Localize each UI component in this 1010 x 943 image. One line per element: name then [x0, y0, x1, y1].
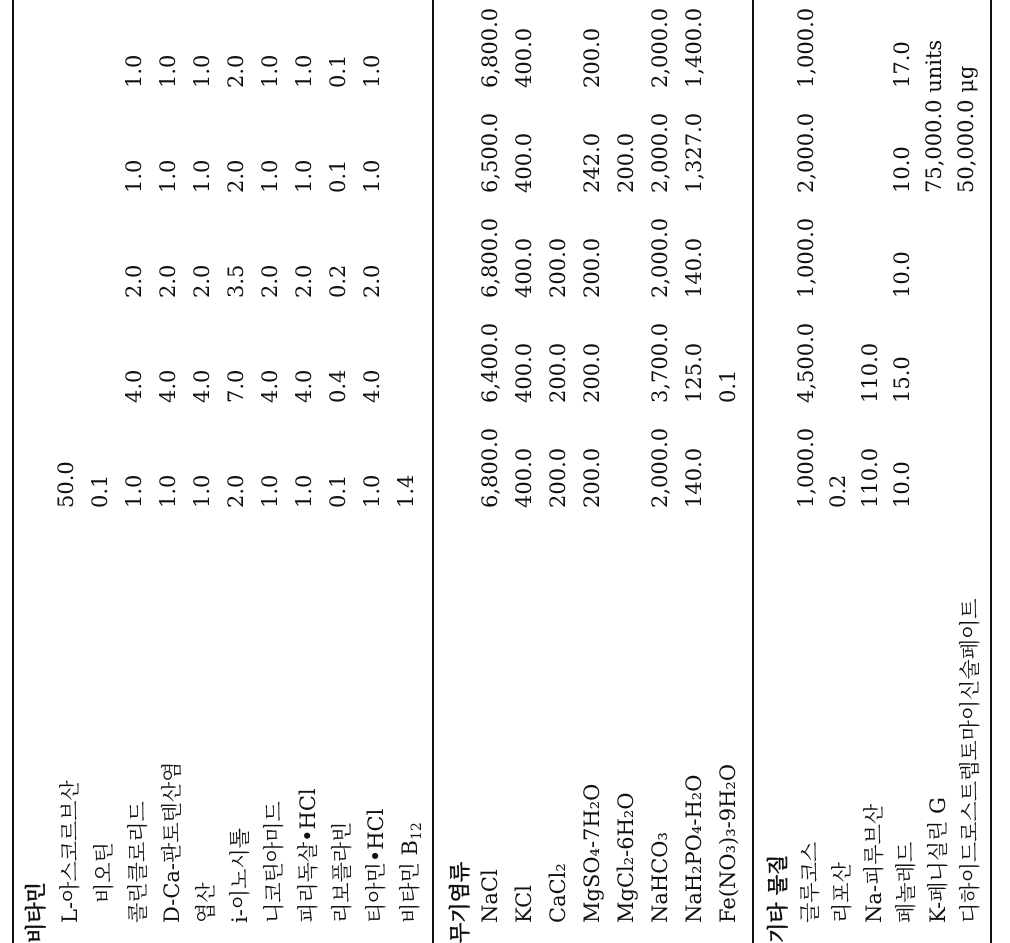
- cell: 242.0: [580, 132, 604, 193]
- cell: 1.0: [292, 54, 316, 88]
- row-label: MgSO₄-7H₂O: [580, 783, 604, 923]
- table-row: [288, 0, 324, 943]
- table-row: [854, 0, 890, 943]
- table-row: [254, 0, 290, 943]
- table-row: [644, 0, 680, 943]
- row-label: 리보플라빈: [330, 821, 354, 923]
- cell: 2.0: [190, 264, 214, 298]
- cell: 140.0: [682, 237, 706, 298]
- cell: 2.0: [224, 159, 248, 193]
- cell: 2.0: [224, 474, 248, 508]
- cell: 2.0: [292, 264, 316, 298]
- cell: 6,400.0: [478, 322, 502, 403]
- table-row: [918, 0, 954, 943]
- row-label: MgCl₂-6H₂O: [614, 792, 638, 923]
- cell: 140.0: [682, 447, 706, 508]
- section-rule: [432, 0, 434, 943]
- cell: 200.0: [614, 132, 638, 193]
- row-label: i-이노시톨: [228, 828, 252, 923]
- cell: 200.0: [580, 342, 604, 403]
- cell: 0.2: [826, 474, 850, 508]
- cell: 1.0: [156, 159, 180, 193]
- table-row: [220, 0, 256, 943]
- label-text: 비타민 B: [398, 840, 422, 923]
- cell: 200.0: [580, 447, 604, 508]
- row-label: NaCl: [478, 869, 502, 923]
- cell: 17.0: [890, 41, 914, 88]
- section-heading-vitamins: [16, 0, 52, 943]
- cell: 400.0: [512, 237, 536, 298]
- cell: 1,000.0: [794, 7, 818, 88]
- cell: 2.0: [360, 264, 384, 298]
- cell: 15.0: [890, 356, 914, 403]
- cell: 3,700.0: [648, 322, 672, 403]
- cell: 110.0: [858, 342, 882, 403]
- cell: 1.0: [360, 474, 384, 508]
- row-label: NaHCO₃: [648, 832, 672, 923]
- table-row: [542, 0, 578, 943]
- cell: 1.0: [156, 54, 180, 88]
- cell: 1.0: [156, 474, 180, 508]
- cell: 4.0: [190, 369, 214, 403]
- row-label: KCl: [512, 885, 536, 923]
- row-label: NaH₂PO₄-H₂O: [682, 774, 706, 923]
- row-label: 니코틴아미드: [262, 801, 286, 923]
- cell: 1.0: [190, 54, 214, 88]
- table-row: [610, 0, 646, 943]
- cell: 110.0: [858, 447, 882, 508]
- cell: 0.1: [716, 369, 740, 403]
- cell: 4.0: [258, 369, 282, 403]
- table-row: [50, 0, 86, 943]
- cell: 4.0: [360, 369, 384, 403]
- cell: 1.0: [360, 54, 384, 88]
- table-row: [950, 0, 986, 943]
- cell: 1.0: [258, 474, 282, 508]
- cell: 400.0: [512, 342, 536, 403]
- row-label: L-아스코르브산: [58, 780, 82, 923]
- cell: 125.0: [682, 342, 706, 403]
- row-label: 페놀레드: [894, 841, 918, 923]
- cell: 2.0: [258, 264, 282, 298]
- row-label: Fe(NO₃)₃-9H₂O: [716, 763, 740, 923]
- cell: 1.0: [258, 159, 282, 193]
- cell: 2,000.0: [648, 217, 672, 298]
- cell: 400.0: [512, 27, 536, 88]
- cell: 400.0: [512, 132, 536, 193]
- row-label: [394, 822, 424, 923]
- section-title: 기타 물질: [765, 854, 790, 943]
- cell: 1,000.0: [794, 427, 818, 508]
- row-label: 디하이드로스트렙토마이신술페이트: [958, 598, 982, 923]
- label-subscript: 12: [409, 822, 425, 841]
- cell: 1.4: [394, 474, 418, 508]
- cell: 0.2: [326, 264, 350, 298]
- table-row: [186, 0, 222, 943]
- row-label: K-페니실린 G: [926, 797, 950, 923]
- cell: 1.0: [122, 474, 146, 508]
- cell: 1.0: [190, 159, 214, 193]
- cell: 200.0: [546, 447, 570, 508]
- table-row: [474, 0, 510, 943]
- cell: 7.0: [224, 369, 248, 403]
- table-row: [84, 0, 120, 943]
- section-heading-others: [758, 0, 794, 943]
- cell: 1,400.0: [682, 7, 706, 88]
- cell: 2.0: [156, 264, 180, 298]
- cell: 6,800.0: [478, 427, 502, 508]
- cell: 0.1: [326, 54, 350, 88]
- cell: 200.0: [580, 27, 604, 88]
- cell: 0.1: [326, 159, 350, 193]
- cell: 1.0: [292, 474, 316, 508]
- top-rule: [12, 0, 14, 943]
- table-row: [678, 0, 714, 943]
- cell: 2,000.0: [794, 112, 818, 193]
- table-row: [790, 0, 826, 943]
- cell: 4,500.0: [794, 322, 818, 403]
- cell: 2.0: [224, 54, 248, 88]
- table-row: [356, 0, 392, 943]
- cell: 1.0: [292, 159, 316, 193]
- row-label: CaCl₂: [546, 863, 570, 923]
- cell: 400.0: [512, 447, 536, 508]
- table-row: [508, 0, 544, 943]
- cell: 1.0: [122, 54, 146, 88]
- cell: 50,000.0 μg: [954, 65, 978, 193]
- row-label: 리포산: [830, 862, 854, 923]
- cell: 2,000.0: [648, 7, 672, 88]
- cell: 3.5: [224, 264, 248, 298]
- row-label: 피리독살•HCl: [296, 788, 320, 923]
- cell: 1.0: [258, 54, 282, 88]
- table-row: [822, 0, 858, 943]
- cell: 2.0: [122, 264, 146, 298]
- cell: 4.0: [122, 369, 146, 403]
- cell: 10.0: [890, 146, 914, 193]
- cell: 50.0: [54, 461, 78, 508]
- cell: 6,800.0: [478, 217, 502, 298]
- cell: 4.0: [156, 369, 180, 403]
- cell: 10.0: [890, 461, 914, 508]
- row-label: 글루코스: [798, 841, 822, 923]
- section-title: 비타민: [23, 882, 48, 943]
- cell: 0.4: [326, 369, 350, 403]
- section-rule: [752, 0, 754, 943]
- bottom-rule: [990, 0, 992, 943]
- row-label: Na-피루브산: [862, 803, 886, 923]
- cell: 75,000.0 units: [922, 39, 946, 193]
- cell: 1.0: [190, 474, 214, 508]
- table-row: [322, 0, 358, 943]
- table-row: [712, 0, 748, 943]
- row-label: D-Ca-판토텐산염: [160, 761, 184, 923]
- row-label: 비오틴: [92, 842, 116, 903]
- cell: 6,500.0: [478, 112, 502, 193]
- section-title: 무기염류: [447, 861, 472, 943]
- row-label: 엽산: [194, 882, 218, 923]
- table-row: [390, 0, 426, 943]
- table-row: [886, 0, 922, 943]
- row-label: 콜린클로리드: [126, 801, 150, 923]
- section-heading-minerals: [440, 0, 476, 943]
- cell: 2,000.0: [648, 112, 672, 193]
- cell: 6,800.0: [478, 7, 502, 88]
- cell: 200.0: [546, 237, 570, 298]
- cell: 1,000.0: [794, 217, 818, 298]
- cell: 200.0: [546, 342, 570, 403]
- cell: 4.0: [292, 369, 316, 403]
- cell: 1.0: [360, 159, 384, 193]
- cell: 1,327.0: [682, 112, 706, 193]
- row-label: 티아민•HCl: [364, 808, 388, 923]
- cell: 1.0: [122, 159, 146, 193]
- table-row: [152, 0, 188, 943]
- cell: 0.1: [326, 474, 350, 508]
- table-row: [118, 0, 154, 943]
- cell: 2,000.0: [648, 427, 672, 508]
- cell: 200.0: [580, 237, 604, 298]
- table-row: [576, 0, 612, 943]
- cell: 10.0: [890, 251, 914, 298]
- cell: 0.1: [88, 474, 112, 508]
